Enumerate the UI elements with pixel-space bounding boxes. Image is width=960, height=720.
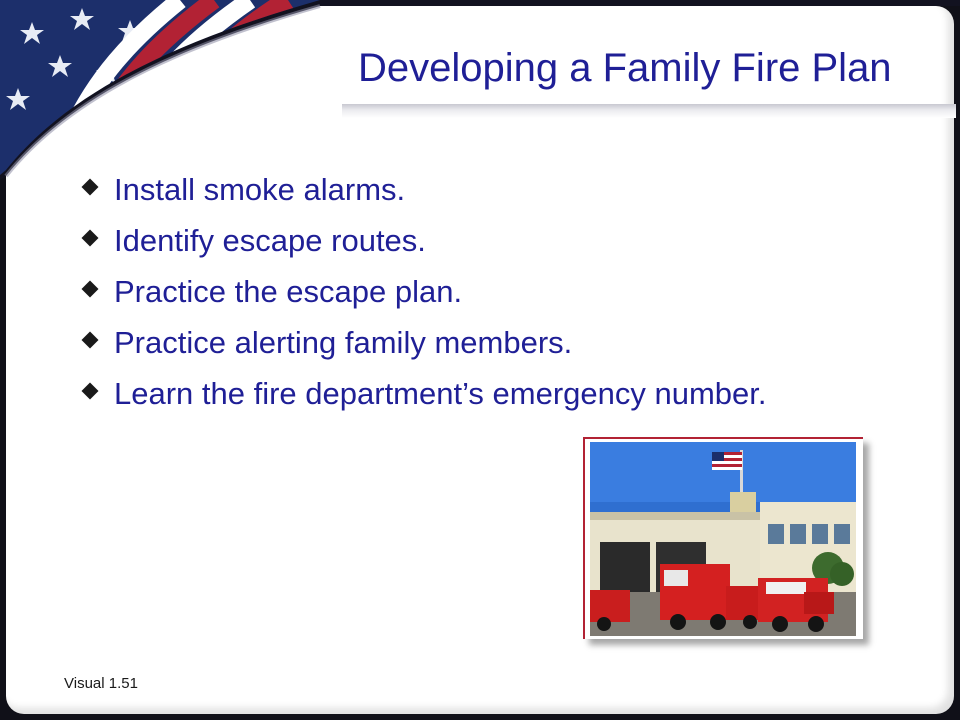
bullet-item <box>78 274 767 325</box>
bullet-list <box>78 172 767 427</box>
diamond-bullet-icon <box>82 383 99 400</box>
diamond-bullet-icon <box>82 332 99 349</box>
bullet-item <box>78 325 767 376</box>
bullet-text: Practice alerting family members. <box>114 325 573 360</box>
bullet-text: Install smoke alarms. <box>114 172 406 207</box>
diamond-bullet-icon <box>82 179 99 196</box>
diamond-bullet-icon <box>82 281 99 298</box>
us-flag-icon <box>712 452 742 470</box>
fire-station-photo <box>590 442 856 636</box>
bullet-item <box>78 376 767 427</box>
bullet-text: Identify escape routes. <box>114 223 426 258</box>
bullet-item <box>78 223 767 274</box>
bullet-text: Learn the fire department’s emergency number. <box>114 376 767 411</box>
diamond-bullet-icon <box>82 230 99 247</box>
slide-title: Developing a Family Fire Plan <box>358 46 892 90</box>
bullet-item <box>78 172 767 223</box>
slide-footer: Visual 1.51 <box>64 675 138 692</box>
bullet-text: Practice the escape plan. <box>114 274 463 309</box>
title-underline <box>342 104 956 118</box>
flag-banner-graphic <box>0 0 960 200</box>
